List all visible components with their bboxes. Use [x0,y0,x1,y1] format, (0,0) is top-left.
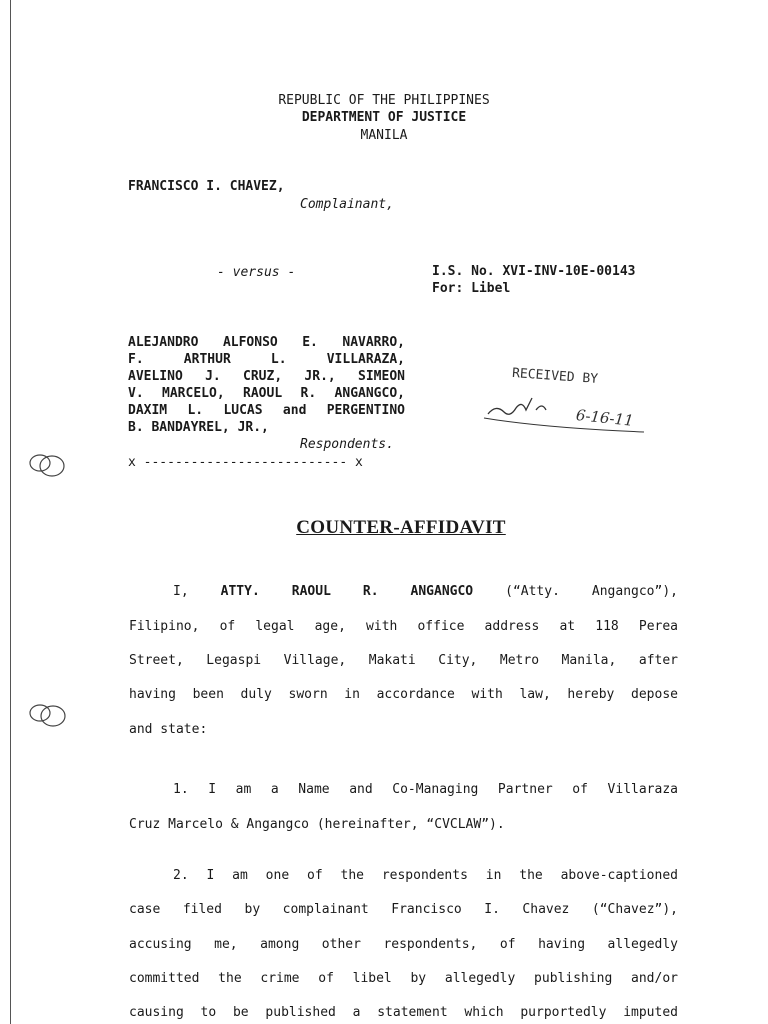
header-department: DEPARTMENT OF JUSTICE [301,110,467,125]
intro-line: having been duly sworn in accordance with law, hereby depose [129,687,678,702]
intro-first-line: I, ATTY. RAOUL R. ANGANGCO (“Atty. Angangco”), [173,584,678,599]
complainant-name: FRANCISCO I. CHAVEZ, [128,179,285,194]
document-title: COUNTER-AFFIDAVIT [296,517,506,538]
case-number: I.S. No. XVI-INV-10E-00143 [432,264,636,279]
respondent-line: B. BANDAYREL, JR., [128,420,269,435]
header-city: MANILA [360,128,408,143]
para2-line: 2. I am one of the respondents in the above-captioned [173,868,678,883]
complainant-role: Complainant, [300,197,394,212]
para2-line: case filed by complainant Francisco I. Chavez (“Chavez”), [129,902,678,917]
page-edge-line [10,0,11,1024]
para2-line: accusing me, among other respondents, of having allegedly [129,937,678,952]
respondent-line: V. MARCELO, RAOUL R. ANGANGCO, [128,386,405,401]
para2-line: committed the crime of libel by allegedly publishing and/or [129,971,678,986]
stamp-date: 6-16-11 [575,405,635,430]
intro-line: Street, Legaspi Village, Makati City, Metro Manila, after [129,653,678,668]
versus-label: - versus - [217,265,296,280]
respondent-line: F. ARTHUR L. VILLARAZA, [128,352,405,367]
binder-hole-icon [26,700,72,730]
para1-line: Cruz Marcelo & Angangco (hereinafter, “CVCLAW”). [129,817,505,832]
intro-line: and state: [129,722,208,737]
respondent-line: AVELINO J. CRUZ, JR., SIMEON [128,369,405,384]
signature-scribble [488,398,546,414]
header-republic: REPUBLIC OF THE PHILIPPINES [278,93,490,108]
respondents-role: Respondents. [300,437,394,452]
respondent-line: DAXIM L. LUCAS and PERGENTINO [128,403,405,418]
para2-line: causing to be published a statement which purportedly imputed [129,1005,678,1020]
received-stamp [476,356,666,446]
intro-line [173,584,678,599]
case-nature: For: Libel [432,281,511,296]
respondent-line: ALEJANDRO ALFONSO E. NAVARRO, [128,335,405,350]
stamp-text: RECEIVED BY [511,365,599,387]
intro-line: Filipino, of legal age, with office address at 118 Perea [129,619,678,634]
para1-line: 1. I am a Name and Co-Managing Partner of Villaraza [173,782,678,797]
caption-divider: x -------------------------- x [128,455,363,470]
binder-hole-icon [26,450,70,480]
